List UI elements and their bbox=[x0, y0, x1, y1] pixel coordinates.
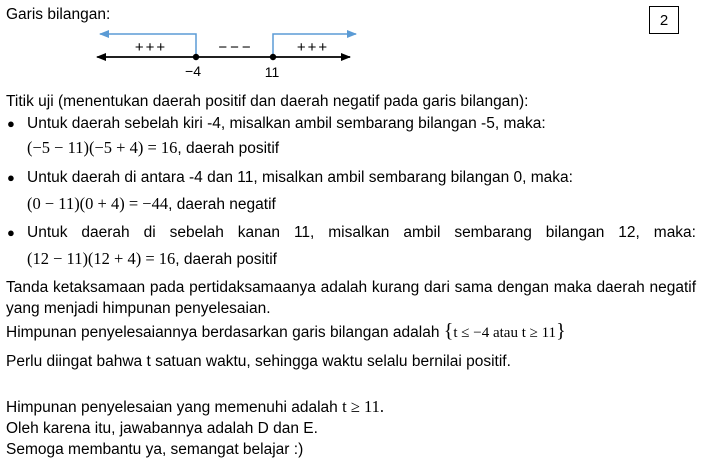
solution-set-text: Himpunan penyelesaiannya berdasarkan garis bilangan adalah bbox=[6, 324, 440, 341]
bullet-dot: ● bbox=[7, 116, 15, 131]
calc-line-1 bbox=[27, 138, 279, 158]
calc-result-3: , daerah positif bbox=[175, 251, 277, 268]
point-label-11: 11 bbox=[264, 64, 280, 80]
point-minus-4 bbox=[193, 54, 199, 60]
closing-text: Semoga membantu ya, semangat belajar :) bbox=[6, 441, 304, 458]
page-number-badge: 2 bbox=[649, 6, 679, 34]
conclusion-text: Oleh karena itu, jawabannya adalah D dan E. bbox=[6, 420, 318, 437]
solution-set-body: t ≤ −4 atau t ≥ 11 bbox=[453, 325, 557, 341]
bullet-dot: ● bbox=[7, 225, 15, 240]
number-line-diagram bbox=[0, 0, 701, 85]
point-11 bbox=[270, 54, 276, 60]
inequality-sign-paragraph: Tanda ketaksamaan pada pertidaksamaanya adalah kurang dari sama dengan maka daerah negatif yang menjadi himpunan penyelesaian. bbox=[6, 279, 696, 317]
right-sign-label: +++ bbox=[296, 39, 330, 56]
number-line-heading: Garis bilangan: bbox=[6, 6, 111, 23]
set-open-brace: { bbox=[443, 320, 454, 342]
calc-expression-2: (0 − 11)(0 + 4) = −44 bbox=[27, 194, 169, 213]
calc-expression-3: (12 − 11)(12 + 4) = 16 bbox=[27, 249, 176, 268]
calc-line-3 bbox=[27, 249, 277, 269]
final-set-text: Himpunan penyelesaian yang memenuhi adalah bbox=[6, 399, 338, 416]
left-sign-label: +++ bbox=[134, 39, 168, 56]
bullet-text-1: Untuk daerah sebelah kiri -4, misalkan ambil sembarang bilangan -5, maka: bbox=[27, 115, 546, 132]
bullet-dot: ● bbox=[7, 170, 15, 185]
calc-expression-1: (−5 − 11)(−5 + 4) = 16 bbox=[27, 138, 178, 157]
time-reminder: Perlu diingat bahwa t satuan waktu, sehingga waktu selalu bernilai positif. bbox=[6, 353, 511, 370]
set-close-brace: } bbox=[556, 320, 566, 342]
calc-line-2 bbox=[27, 194, 276, 214]
final-set-math: t ≥ 11. bbox=[342, 397, 384, 416]
final-set-line bbox=[6, 397, 384, 417]
bullet-text-3: Untuk daerah di sebelah kanan 11, misalkan ambil sembarang bilangan 12, maka: bbox=[27, 224, 696, 241]
point-label-minus-4: −4 bbox=[185, 63, 201, 79]
calc-result-2: , daerah negatif bbox=[168, 196, 276, 213]
bullet-text-2: Untuk daerah di antara -4 dan 11, misalkan ambil sembarang bilangan 0, maka: bbox=[27, 169, 573, 186]
middle-sign-label: −−− bbox=[218, 39, 254, 56]
test-point-intro: Titik uji (menentukan daerah positif dan daerah negatif pada garis bilangan): bbox=[6, 93, 529, 110]
calc-result-1: , daerah positif bbox=[177, 140, 280, 157]
solution-set-line bbox=[6, 322, 566, 343]
